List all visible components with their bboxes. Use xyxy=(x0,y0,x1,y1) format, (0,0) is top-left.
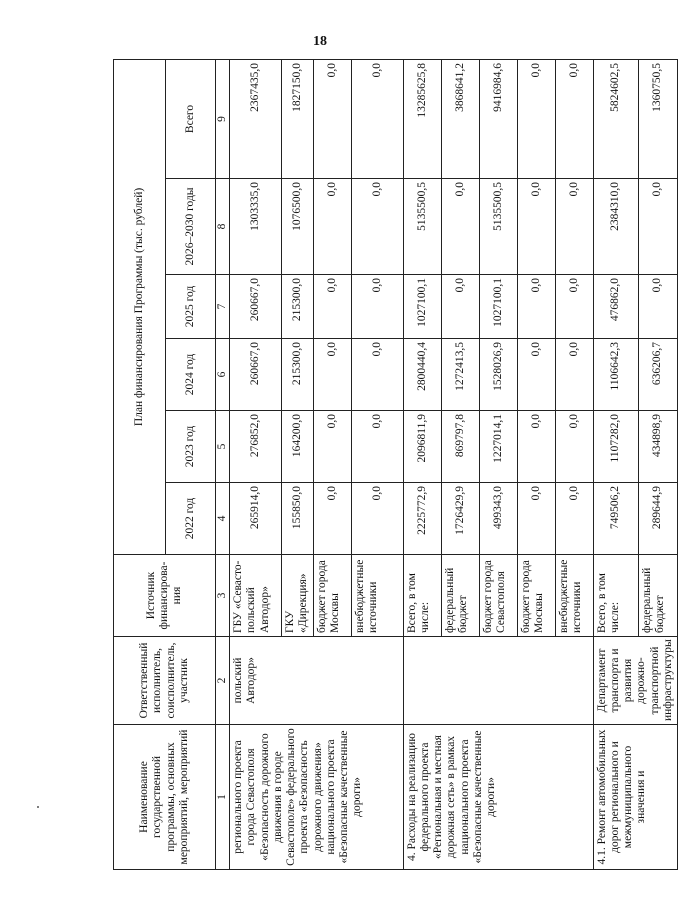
value-cell: 1827150,0 xyxy=(282,59,313,178)
value-cell: 0,0 xyxy=(555,275,593,339)
value-cell: 1360750,5 xyxy=(638,59,677,178)
value-cell: 5824602,5 xyxy=(593,59,638,178)
header-2023: 2023 год xyxy=(166,411,216,483)
header-2026-2030: 2026–2030 годы xyxy=(166,179,216,275)
value-cell: 0,0 xyxy=(555,411,593,483)
header-plan: План финансирования Программы (тыс. рублей) xyxy=(114,59,166,554)
value-cell: 0,0 xyxy=(517,411,555,483)
value-cell: 9416984,6 xyxy=(479,59,517,178)
source-cell: внебюджетные источники xyxy=(351,555,403,637)
value-cell: 0,0 xyxy=(313,59,351,178)
value-cell: 1272413,5 xyxy=(441,339,479,411)
value-cell: 1027100,1 xyxy=(479,275,517,339)
source-cell: бюджет города Москвы xyxy=(313,555,351,637)
value-cell: 0,0 xyxy=(638,275,677,339)
source-cell: внебюджетные источники xyxy=(555,555,593,637)
table-row xyxy=(403,59,441,869)
page-number: 18 xyxy=(313,34,327,49)
value-cell: 0,0 xyxy=(441,179,479,275)
value-cell: 1227014,1 xyxy=(479,411,517,483)
value-cell: 2800440,4 xyxy=(403,339,441,411)
value-cell: 749506,2 xyxy=(593,483,638,555)
value-cell: 636206,7 xyxy=(638,339,677,411)
value-cell: 476862,0 xyxy=(593,275,638,339)
source-cell: ГБУ «Севасто-польский Автодор» xyxy=(230,555,282,637)
column-number: 6 xyxy=(216,339,230,411)
value-cell: 3868641,2 xyxy=(441,59,479,178)
value-cell: 0,0 xyxy=(351,275,403,339)
value-cell: 1528026,9 xyxy=(479,339,517,411)
value-cell: 0,0 xyxy=(555,339,593,411)
column-number: 9 xyxy=(216,59,230,178)
value-cell: 215300,0 xyxy=(282,339,313,411)
value-cell: 0,0 xyxy=(351,179,403,275)
value-cell: 0,0 xyxy=(351,339,403,411)
value-cell: 0,0 xyxy=(517,275,555,339)
column-number: 1 xyxy=(216,725,230,870)
value-cell: 13285625,8 xyxy=(403,59,441,178)
value-cell: 289644,9 xyxy=(638,483,677,555)
header-total: Всего xyxy=(166,59,216,178)
value-cell: 1726429,9 xyxy=(441,483,479,555)
header-2022: 2022 год xyxy=(166,483,216,555)
value-cell: 869797,8 xyxy=(441,411,479,483)
value-cell: 0,0 xyxy=(517,179,555,275)
column-number: 3 xyxy=(216,555,230,637)
value-cell: 1027100,1 xyxy=(403,275,441,339)
value-cell: 164200,0 xyxy=(282,411,313,483)
value-cell: 1107282,0 xyxy=(593,411,638,483)
value-cell: 265914,0 xyxy=(230,483,282,555)
value-cell: 434898,9 xyxy=(638,411,677,483)
source-cell: федеральный бюджет xyxy=(638,555,677,637)
block2-name: 4. Расходы на реализацию федерального проекта «Региональная и местная дорожная сеть» в рамках национального проекта «Безопасные качественные дороги» xyxy=(403,725,593,870)
column-number: 2 xyxy=(216,637,230,725)
column-number: 8 xyxy=(216,179,230,275)
source-cell: ГКУ «Дирекция» xyxy=(282,555,313,637)
value-cell: 0,0 xyxy=(313,411,351,483)
value-cell: 1303335,0 xyxy=(230,179,282,275)
block2-responsible xyxy=(403,637,593,725)
value-cell: 2367435,0 xyxy=(230,59,282,178)
source-cell: федеральный бюджет xyxy=(441,555,479,637)
value-cell: 0,0 xyxy=(313,339,351,411)
value-cell: 0,0 xyxy=(351,483,403,555)
scan-speck xyxy=(37,806,39,808)
value-cell: 155850,0 xyxy=(282,483,313,555)
column-number: 5 xyxy=(216,411,230,483)
value-cell: 0,0 xyxy=(351,59,403,178)
value-cell: 260667,0 xyxy=(230,275,282,339)
financing-table xyxy=(113,59,678,870)
table-row xyxy=(230,59,282,869)
column-number: 4 xyxy=(216,483,230,555)
source-cell: бюджет города Москвы xyxy=(517,555,555,637)
rotated-table-container xyxy=(113,60,674,870)
source-cell: Всего, в том числе: xyxy=(593,555,638,637)
block1-name: регионального проекта города Севастополя «Безопасность дорожного движения в городе Севастополе» федерального проекта «Безопасность дорожного движения» национального проекта «Безопасные качественные дороги» xyxy=(230,725,403,870)
value-cell: 1106642,3 xyxy=(593,339,638,411)
value-cell: 0,0 xyxy=(638,179,677,275)
value-cell: 215300,0 xyxy=(282,275,313,339)
header-2025: 2025 год xyxy=(166,275,216,339)
value-cell: 0,0 xyxy=(555,179,593,275)
value-cell: 0,0 xyxy=(517,339,555,411)
value-cell: 0,0 xyxy=(517,483,555,555)
block3-responsible: Департамент транспорта и развития дорожно-транспортной инфраструктуры xyxy=(593,637,677,725)
header-responsible: Ответственный исполнитель, соисполнитель, участник xyxy=(114,637,216,725)
source-cell: бюджет города Севастополя xyxy=(479,555,517,637)
header-2024: 2024 год xyxy=(166,339,216,411)
value-cell: 0,0 xyxy=(351,411,403,483)
value-cell: 5135500,5 xyxy=(479,179,517,275)
source-cell: Всего, в том числе: xyxy=(403,555,441,637)
block1-responsible: польский Автодор» xyxy=(230,637,403,725)
header-name: Наименование государственной программы, основных мероприятий, мероприятий xyxy=(114,725,216,870)
value-cell: 0,0 xyxy=(555,483,593,555)
value-cell: 0,0 xyxy=(555,59,593,178)
value-cell: 2384310,0 xyxy=(593,179,638,275)
value-cell: 276852,0 xyxy=(230,411,282,483)
value-cell: 2096811,9 xyxy=(403,411,441,483)
value-cell: 260667,0 xyxy=(230,339,282,411)
block3-name: 4.1. Ремонт автомобильных дорог регионального и межмуниципального значения и xyxy=(593,725,677,870)
table-row xyxy=(593,59,638,869)
value-cell: 1076500,0 xyxy=(282,179,313,275)
value-cell: 5135500,5 xyxy=(403,179,441,275)
value-cell: 0,0 xyxy=(441,275,479,339)
value-cell: 0,0 xyxy=(313,483,351,555)
column-number: 7 xyxy=(216,275,230,339)
value-cell: 0,0 xyxy=(313,275,351,339)
value-cell: 2225772,9 xyxy=(403,483,441,555)
value-cell: 499343,0 xyxy=(479,483,517,555)
value-cell: 0,0 xyxy=(517,59,555,178)
value-cell: 0,0 xyxy=(313,179,351,275)
header-source: Источник финансирова-ния xyxy=(114,555,216,637)
